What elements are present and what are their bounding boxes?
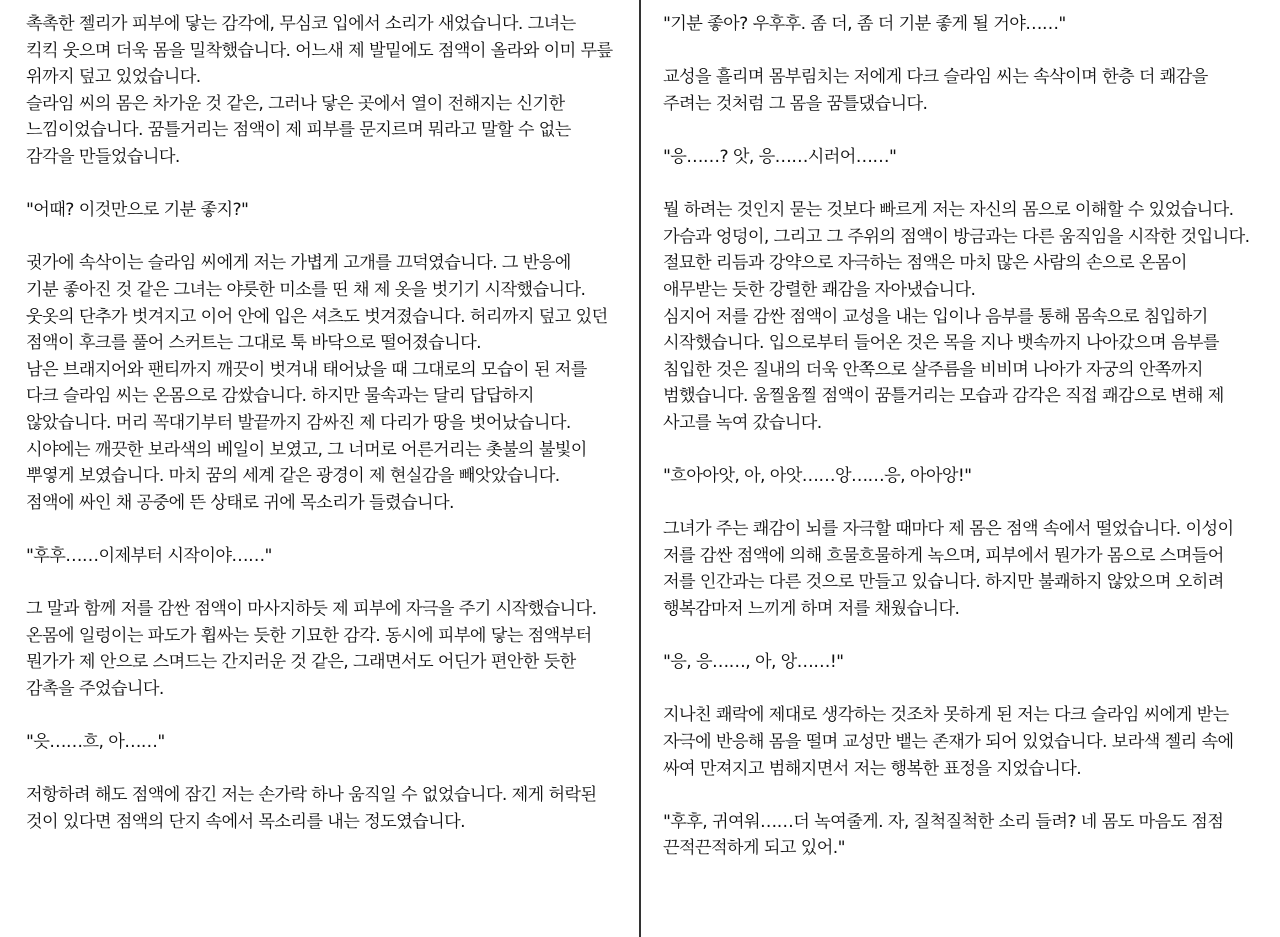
text-line: 슬라임 씨의 몸은 차가운 것 같은, 그러나 닿은 곳에서 열이 전해지는 신기한	[26, 93, 565, 114]
text-line: 위까지 덮고 있었습니다.	[26, 67, 201, 88]
text-line: "후후, 귀여워……더 녹여줄게. 자, 질척질척한 소리 들려? 네 몸도 마음도 점점	[663, 811, 1224, 832]
text-line: 점액이 후크를 풀어 스커트는 그대로 툭 바닥으로 떨어졌습니다.	[26, 333, 481, 354]
blank-line	[26, 171, 624, 198]
text-line: 기분 좋아진 것 같은 그녀는 야릇한 미소를 띤 채 제 옷을 벗기기 시작했습니다.	[26, 279, 586, 300]
right-page	[641, 0, 1280, 937]
blank-line	[26, 756, 624, 783]
text-line: 저항하려 해도 점액에 잠긴 저는 손가락 하나 움직일 수 없었습니다. 제게 허락된	[26, 785, 597, 806]
text-line: 뭘 하려는 것인지 묻는 것보다 빠르게 저는 자신의 몸으로 이해할 수 있었습니다.	[663, 200, 1234, 221]
text-line: "어때? 이것만으로 기분 좋지?"	[26, 200, 249, 221]
blank-line	[663, 117, 1266, 144]
text-line: 뿌옇게 보였습니다. 마치 꿈의 세계 같은 광경이 제 현실감을 빼앗았습니다.	[26, 466, 560, 487]
blank-line	[26, 702, 624, 729]
blank-line	[663, 490, 1266, 517]
text-line: 싸여 만져지고 범해지면서 저는 행복한 표정을 지었습니다.	[663, 758, 1082, 779]
text-line: 교성을 흘리며 몸부림치는 저에게 다크 슬라임 씨는 속삭이며 한층 더 쾌감을	[663, 67, 1208, 88]
text-line: 그 말과 함께 저를 감싼 점액이 마사지하듯 제 피부에 자극을 주기 시작했습니다.	[26, 599, 597, 620]
text-line: 남은 브래지어와 팬티까지 깨끗이 벗겨내 태어났을 때 그대로의 모습이 된 저를	[26, 359, 587, 380]
text-line: 감촉을 주었습니다.	[26, 678, 164, 699]
text-line: 저를 감싼 점액에 의해 흐물흐물하게 녹으며, 피부에서 뭔가가 몸으로 스며들어	[663, 545, 1224, 566]
text-line: 킥킥 웃으며 더욱 몸을 밀착했습니다. 어느새 제 발밑에도 점액이 올라와 이미 무릎	[26, 40, 613, 61]
text-line: 지나친 쾌락에 제대로 생각하는 것조차 못하게 된 저는 다크 슬라임 씨에게 받는	[663, 705, 1229, 726]
text-line: 촉촉한 젤리가 피부에 닿는 감각에, 무심코 입에서 소리가 새었습니다. 그녀는	[26, 14, 576, 34]
text-line: "기분 좋아? 우후후. 좀 더, 좀 더 기분 좋게 될 거야……"	[663, 14, 1066, 34]
text-line: 웃옷의 단추가 벗겨지고 이어 안에 입은 셔츠도 벗겨졌습니다. 허리까지 덮고 있던	[26, 306, 608, 327]
text-line: 가슴과 엉덩이, 그리고 그 주위의 점액이 방금과는 다른 움직임을 시작한 것입니다.	[663, 226, 1250, 247]
text-line: 범했습니다. 움찔움찔 점액이 꿈틀거리는 모습과 감각은 직접 쾌감으로 변해 제	[663, 386, 1224, 407]
blank-line	[663, 782, 1266, 809]
blank-line	[663, 676, 1266, 703]
text-line: 자극에 반응해 몸을 떨며 교성만 뱉는 존재가 되어 있었습니다. 보라색 젤리 속에	[663, 732, 1234, 753]
text-line: 끈적끈적하게 되고 있어."	[663, 838, 845, 859]
text-line: 주려는 것처럼 그 몸을 꿈틀댔습니다.	[663, 93, 928, 114]
text-line: "흐아아앗, 아, 아앗……앙……응, 아아앙!"	[663, 466, 972, 487]
text-line: "후후……이제부터 시작이야……"	[26, 545, 272, 566]
text-line: 시작했습니다. 입으로부터 들어온 것은 목을 지나 뱃속까지 나아갔으며 음부를	[663, 333, 1219, 354]
blank-line	[663, 171, 1266, 198]
blank-line	[663, 38, 1266, 65]
blank-line	[26, 516, 624, 543]
text-line: 절묘한 리듬과 강약으로 자극하는 점액은 마치 많은 사람의 손으로 온몸이	[663, 253, 1187, 274]
text-line: 것이 있다면 점액의 단지 속에서 목소리를 내는 정도였습니다.	[26, 811, 465, 832]
blank-line	[663, 623, 1266, 650]
text-line: 저를 인간과는 다른 것으로 만들고 있습니다. 하지만 불쾌하지 않았으며 오히려	[663, 572, 1224, 593]
text-line: 온몸에 일렁이는 파도가 휩싸는 듯한 기묘한 감각. 동시에 피부에 닿는 점액부터	[26, 625, 592, 646]
text-line: 그녀가 주는 쾌감이 뇌를 자극할 때마다 제 몸은 점액 속에서 떨었습니다. 이성이	[663, 519, 1234, 540]
text-line: 뭔가가 제 안으로 스며드는 간지러운 것 같은, 그래면서도 어딘가 편안한 듯한	[26, 652, 576, 673]
blank-line	[26, 569, 624, 596]
text-line: 다크 슬라임 씨는 온몸으로 감쌌습니다. 하지만 물속과는 달리 답답하지	[26, 386, 534, 407]
text-line: 점액에 싸인 채 공중에 뜬 상태로 귀에 목소리가 들렸습니다.	[26, 492, 454, 513]
text-line: 않았습니다. 머리 꼭대기부터 발끝까지 감싸진 제 다리가 땅을 벗어났습니다.	[26, 412, 571, 433]
text-line: 애무받는 듯한 강렬한 쾌감을 자아냈습니다.	[663, 279, 976, 300]
text-line: "읏……흐, 아……"	[26, 732, 165, 753]
text-line: "응……? 앗, 응……시러어……"	[663, 146, 897, 167]
text-line: 느낌이었습니다. 꿈틀거리는 점액이 제 피부를 문지르며 뭐라고 말할 수 없는	[26, 120, 571, 141]
text-line: 행복감마저 느끼게 하며 저를 채웠습니다.	[663, 599, 960, 620]
text-line: "응, 응……, 아, 앙……!"	[663, 652, 844, 673]
text-line: 귓가에 속삭이는 슬라임 씨에게 저는 가볍게 고개를 끄덕였습니다. 그 반응에	[26, 253, 571, 274]
text-line: 사고를 녹여 갔습니다.	[663, 412, 822, 433]
blank-line	[663, 437, 1266, 464]
blank-line	[26, 224, 624, 251]
text-line: 시야에는 깨끗한 보라색의 베일이 보였고, 그 너머로 어른거리는 촛불의 불빛이	[26, 439, 587, 460]
text-line: 감각을 만들었습니다.	[26, 146, 180, 167]
text-line: 침입한 것은 질내의 더욱 안쪽으로 살주름을 비비며 나아가 자궁의 안쪽까지	[663, 359, 1203, 380]
text-line: 심지어 저를 감싼 점액이 교성을 내는 입이나 음부를 통해 몸속으로 침입하기	[663, 306, 1208, 327]
